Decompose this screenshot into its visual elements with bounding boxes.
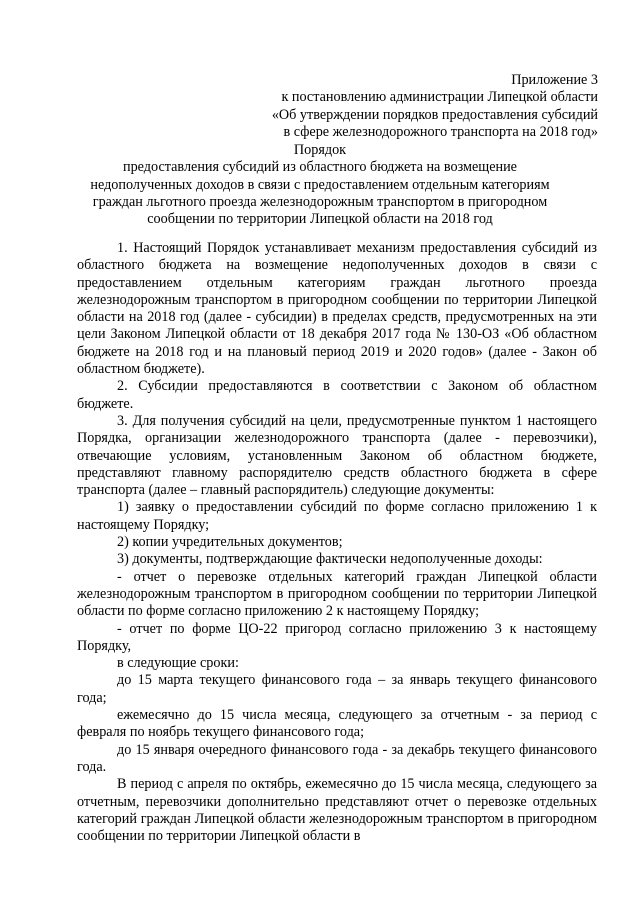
deadline-january: до 15 января очередного финансового года - за декабрь текущего финансового года.: [77, 741, 597, 775]
paragraph-1: 1. Настоящий Порядок устанавливает механизм предоставления субсидий из областного бюджета на возмещение недополученных доходов в связи с предоставлением отдельным категориям граждан льготного проезда железнодорожным транспортом в пригородном сообщении по территории Липецкой области на 2018 год (далее - субсидии) в пределах средств, предусмотренных на эти цели Законом Липецкой области от 18 декабря 2017 года № 130-ОЗ «Об областном бюджете на 2018 год и на плановый период 2019 и 2020 годов» (далее - Закон об областном бюджете).: [77, 240, 597, 378]
appendix-header: [158, 72, 598, 141]
title-line-3: недополученных доходов в связи с предоставлением отдельным категориям: [90, 176, 550, 193]
appendix-number: Приложение 3: [511, 72, 598, 88]
list-item-income-docs: 3) документы, подтверждающие фактически недополученные доходы:: [117, 551, 543, 568]
appendix-title-line-2: в сфере железнодорожного транспорта на 2018 год»: [283, 123, 598, 140]
deadlines-intro: в следующие сроки:: [117, 655, 239, 672]
list-item-report-co22: - отчет по форме ЦО-22 пригород согласно приложению 3 к настоящему Порядку,: [77, 620, 597, 654]
title-heading: Порядок: [293, 142, 347, 158]
list-item-report-transport: - отчет о перевозке отдельных категорий граждан Липецкой области железнодорожным транспортом в пригородном сообщении по территории Липецкой области по форме согласно приложению 2 к настоящему Порядку;: [77, 568, 597, 620]
paragraph-2: 2. Субсидии предоставляются в соответствии с Законом об областном бюджете.: [77, 378, 597, 412]
document-title: [60, 142, 580, 228]
list-item-application: 1) заявку о предоставлении субсидий по форме согласно приложению 1 к настоящему Порядку;: [77, 499, 597, 533]
appendix-title-line-1: «Об утверждении порядков предоставления субсидий: [271, 106, 598, 123]
title-line-4: граждан льготного проезда железнодорожным транспортом в пригородном: [92, 193, 548, 210]
title-line-2: предоставления субсидий из областного бюджета на возмещение: [123, 159, 517, 176]
document-body: [77, 240, 597, 845]
paragraph-april-october: В период с апреля по октябрь, ежемесячно до 15 числа месяца, следующего за отчетным, перевозчики дополнительно представляют отчет о перевозке отдельных категорий граждан Липецкой области железнодорожным транспортом в пригородном сообщении по территории Липецкой области в: [77, 776, 597, 845]
deadline-monthly: ежемесячно до 15 числа месяца, следующего за отчетным - за период с февраля по ноябрь текущего финансового года;: [77, 707, 597, 741]
title-line-5: сообщении по территории Липецкой области на 2018 год: [147, 211, 493, 228]
list-item-founding-docs: 2) копии учредительных документов;: [117, 534, 343, 551]
deadline-march: до 15 марта текущего финансового года – за январь текущего финансового года;: [77, 672, 597, 706]
paragraph-3: 3. Для получения субсидий на цели, предусмотренные пунктом 1 настоящего Порядка, организации железнодорожного транспорта (далее - перевозчики), отвечающие условиям, установленным Законом об областном бюджете, представляют главному распорядителю средств областного бюджета в сфере транспорта (далее – главный распорядитель) следующие документы:: [77, 412, 597, 499]
appendix-resolution-line: к постановлению администрации Липецкой области: [281, 89, 598, 106]
